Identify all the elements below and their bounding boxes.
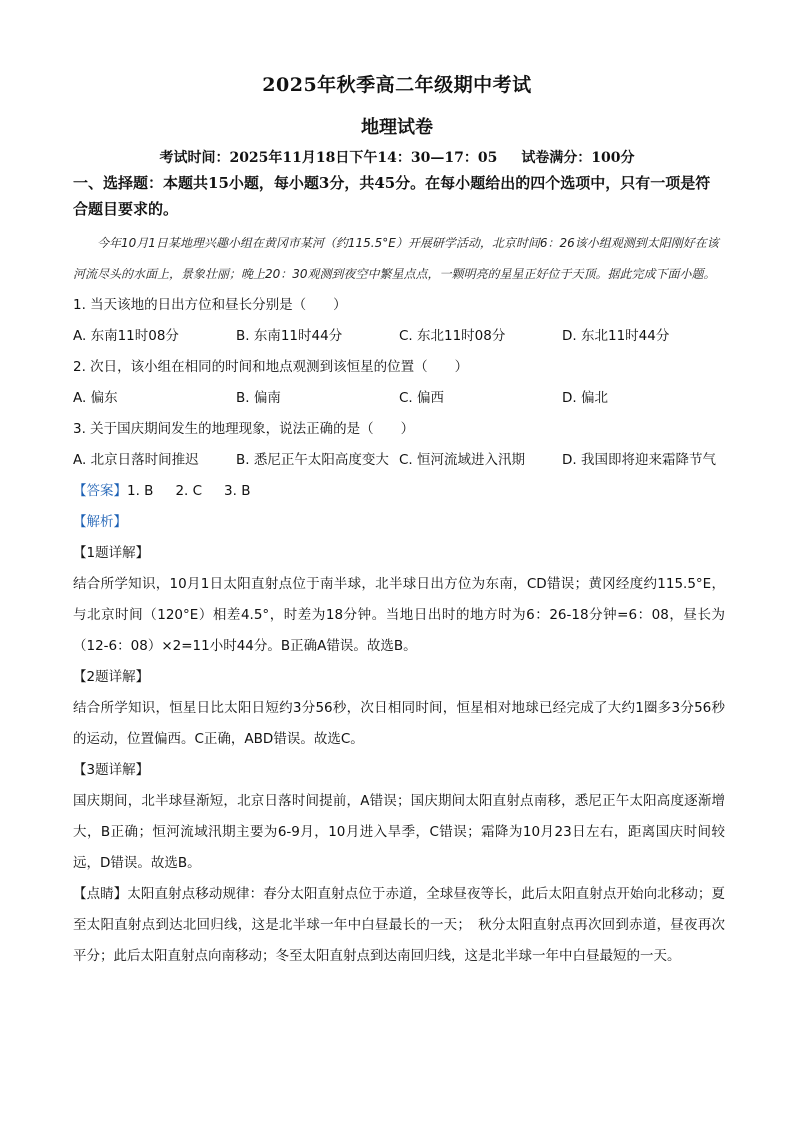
option-d: D. 偏北: [562, 390, 608, 406]
option-d: D. 东北11时44分: [562, 328, 670, 344]
option-a: A. 东南11时08分: [73, 328, 179, 344]
answer-2: 2. C: [175, 483, 203, 499]
answer-1: 1. B: [127, 483, 154, 499]
detail-2-heading: 【2题详解】: [73, 669, 150, 685]
option-a: A. 偏东: [73, 390, 118, 406]
full-score: 试卷满分：100分: [521, 150, 635, 166]
tip-block: [73, 879, 725, 972]
tip-text: 太阳直射点移动规律：春分太阳直射点位于赤道，全球昼夜等长，此后太阳直射点开始向北移动；夏至太阳直射点到达北回归线，这是北半球一年中白昼最长的一天； 秋分太阳直射点再次回到赤道，昼夜再次平分；此后太阳直射点向南移动；冬至太阳直射点到达南回归线，这是北半球一年中白昼最短的一天。: [73, 886, 726, 964]
tip-label: 【点睛】: [73, 886, 128, 902]
option-a: A. 北京日落时间推迟: [73, 452, 199, 468]
section-heading: 一、选择题：本题共15小题，每小题3分，共45分。在每小题给出的四个选项中，只有一项是符合题目要求的。: [73, 174, 711, 218]
exam-info: [0, 147, 794, 167]
detail-2-text: 结合所学知识，恒星日比太阳日短约3分56秒，次日相同时间，恒星相对地球已经完成了大约1圈多3分56秒的运动，位置偏西。C正确，ABD错误。故选C。: [73, 700, 725, 747]
answer-label: 【答案】: [73, 483, 127, 499]
answer-line: [73, 476, 725, 507]
detail-3-heading: 【3题详解】: [73, 762, 150, 778]
detail-1-text: 结合所学知识，10月1日太阳直射点位于南半球，北半球日出方位为东南，CD错误；黄冈经度约115.5°E，与北京时间（120°E）相差4.5°，时差为18分钟。当地日出时的地方时为6：26-18分钟=6：08，昼长为（12-6：08）×2=11小时44分。B正确A错误。故选B。: [73, 576, 725, 654]
option-b: B. 东南11时44分: [236, 328, 343, 344]
question-2-options: [73, 383, 725, 414]
question-3-stem: 3. 关于国庆期间发生的地理现象，说法正确的是（ ）: [73, 421, 415, 437]
exam-time: 考试时间：2025年11月18日下午14：30—17：05: [159, 150, 498, 166]
question-2-stem: 2. 次日，该小组在相同的时间和地点观测到该恒星的位置（ ）: [73, 359, 469, 375]
question-1-stem: 1. 当天该地的日出方位和昼长分别是（ ）: [73, 297, 347, 313]
option-c: C. 恒河流域进入汛期: [399, 452, 526, 468]
subject-title: 地理试卷: [361, 117, 433, 138]
exam-content: [73, 170, 725, 972]
reading-passage: 今年10月1日某地理兴趣小组在黄冈市某河（约115.5°E）开展研学活动，北京时间6：26该小组观测到太阳刚好在该河流尽头的水面上，景象壮丽；晚上20：30观测到夜空中繁星点点，一颗明亮的星星正好位于天顶。据此完成下面小题。: [73, 236, 719, 281]
detail-1-heading: 【1题详解】: [73, 545, 150, 561]
option-c: C. 东北11时08分: [399, 328, 506, 344]
answer-3: 3. B: [224, 483, 251, 499]
exam-title: 2025年秋季高二年级期中考试: [262, 74, 532, 96]
option-b: B. 悉尼正午太阳高度变大: [236, 452, 389, 468]
question-3-options: [73, 445, 725, 476]
option-c: C. 偏西: [399, 390, 445, 406]
detail-3-text: 国庆期间，北半球昼渐短，北京日落时间提前，A错误；国庆期间太阳直射点南移，悉尼正午太阳高度逐渐增大，B正确；恒河流域汛期主要为6-9月，10月进入旱季，C错误；霜降为10月23日左右，距离国庆时间较远，D错误。故选B。: [73, 793, 725, 871]
analysis-label: 【解析】: [73, 514, 127, 530]
option-d: D. 我国即将迎来霜降节气: [562, 452, 716, 468]
question-1-options: [73, 321, 725, 352]
option-b: B. 偏南: [236, 390, 281, 406]
